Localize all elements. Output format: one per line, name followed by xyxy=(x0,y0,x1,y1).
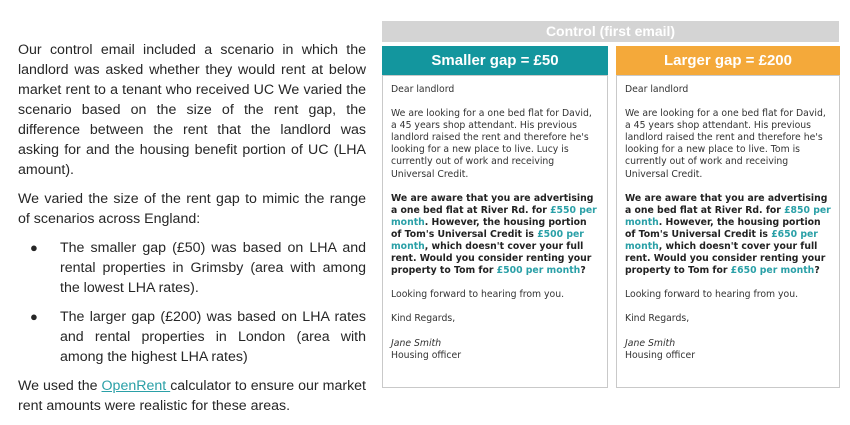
request-part-1: We are aware that you are advertising a one bed flat at River Rd. for xyxy=(625,192,828,216)
request-part-4: ? xyxy=(814,265,820,277)
email-body: We are looking for a one bed flat for David, a 45 years shop attendant. His previous landlord raised the rent and therefore he's looking for a new place to live. Tom is currently out of work and receiving Universal Credit. xyxy=(625,108,826,180)
bullet-text-small-gap: The smaller gap (£50) was based on LHA and rental properties in Grimsby (area with among the lowest LHA rates). xyxy=(60,240,366,296)
email-regards: Kind Regards, xyxy=(391,313,456,325)
intro-paragraph-2: We varied the size of the rent gap to mimic the range of scenarios across England: xyxy=(18,191,366,227)
list-item xyxy=(18,307,366,367)
request-part-2: . However, the housing portion of Tom's Universal Credit is xyxy=(625,216,821,240)
bullet-icon: ● xyxy=(30,240,38,255)
larger-gap-email xyxy=(616,75,840,388)
smaller-gap-email xyxy=(382,75,608,388)
email-regards: Kind Regards, xyxy=(625,313,690,325)
offer-rent: £500 per month xyxy=(496,265,581,277)
openrent-link[interactable]: OpenRent xyxy=(101,378,171,394)
request-part-2: . However, the housing portion of Tom's Universal Credit is xyxy=(391,216,587,240)
intro-paragraph-3 xyxy=(18,376,366,416)
signature-name: Jane Smith xyxy=(625,337,676,349)
intro-text xyxy=(18,40,366,425)
bullet-text-large-gap: The larger gap (£200) was based on LHA rates and rental properties in London (area with among the highest LHA rates) xyxy=(60,309,366,365)
email-request xyxy=(391,193,599,278)
signature-title: Housing officer xyxy=(391,349,462,361)
bullet-icon: ● xyxy=(30,309,38,324)
gap-bullet-list xyxy=(18,238,366,367)
email-closing: Looking forward to hearing from you. xyxy=(625,289,799,301)
request-part-1: We are aware that you are advertising a one bed flat at River Rd. for xyxy=(391,192,594,216)
email-request xyxy=(625,193,831,278)
request-part-3: , which doesn't cover your full rent. Would you consider renting your property to Tom for xyxy=(391,241,592,277)
request-part-3: , which doesn't cover your full rent. Would you consider renting your property to Tom for xyxy=(625,241,826,277)
p3-before: We used the xyxy=(18,378,102,394)
email-closing: Looking forward to hearing from you. xyxy=(391,289,565,301)
list-item xyxy=(18,238,366,298)
lha-amount: £500 per month xyxy=(391,228,584,253)
email-signature xyxy=(391,338,599,362)
asking-rent: £550 per month xyxy=(391,204,597,228)
signature-title: Housing officer xyxy=(625,349,696,361)
intro-paragraph-1: Our control email included a scenario in which the landlord was asked whether they would rent at below market rent to a tenant who received UC We varied the scenario based on the size of the rent gap, the difference between the rent that the landlord was asking for and the housing benefit portion of UC (LHA amount). xyxy=(18,42,366,178)
request-part-4: ? xyxy=(580,265,586,277)
control-header: Control (first email) xyxy=(382,21,839,42)
signature-name: Jane Smith xyxy=(391,337,442,349)
email-greeting: Dear landlord xyxy=(391,84,455,95)
email-signature xyxy=(625,338,831,362)
offer-rent: £650 per month xyxy=(730,265,815,277)
smaller-gap-header: Smaller gap = £50 xyxy=(382,46,608,75)
larger-gap-header: Larger gap = £200 xyxy=(616,46,840,75)
asking-rent: £850 per month xyxy=(625,204,831,228)
email-body: We are looking for a one bed flat for David, a 45 years shop attendant. His previous landlord raised the rent and therefore he's looking for a new place to live. Lucy is currently out of work and receiving Universal Credit. xyxy=(391,108,592,180)
p3-after: calculator to ensure our market rent amounts were realistic for these areas. xyxy=(18,378,366,414)
email-greeting: Dear landlord xyxy=(625,84,689,95)
lha-amount: £650 per month xyxy=(625,228,818,253)
